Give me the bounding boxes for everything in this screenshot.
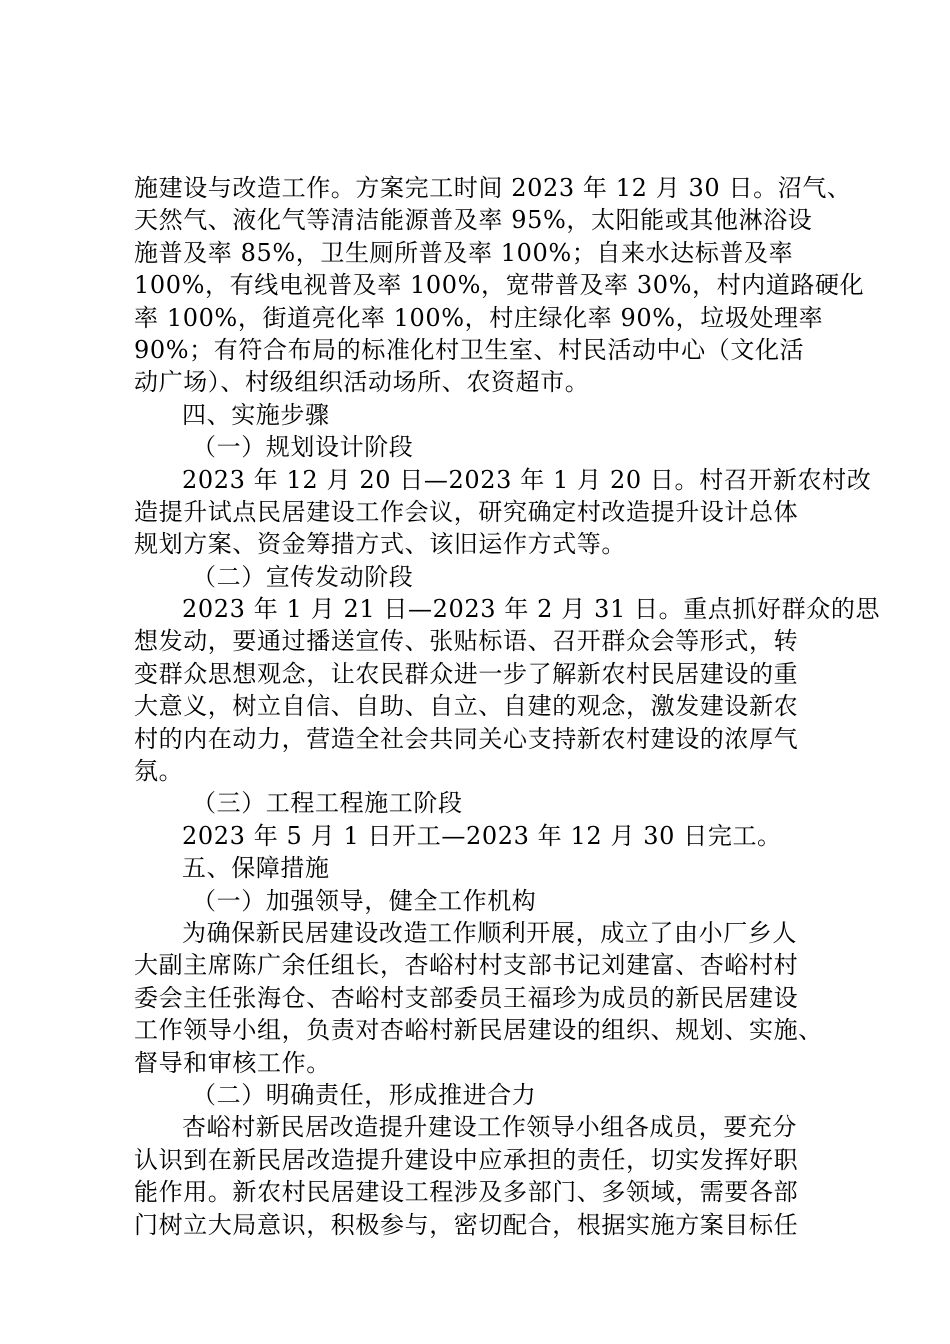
document-body — [134, 172, 881, 1241]
text-line: 委会主任张海仓、杏峪村支部委员王福珍为成员的新民居建设 — [134, 983, 799, 1012]
subsection-heading: （二）宣传发动阶段 — [192, 562, 414, 591]
text-line: 大意义，树立自信、自助、自立、自建的观念，激发建设新农 — [134, 692, 799, 721]
section-heading: 四、实施步骤 — [182, 400, 330, 429]
text-line: 动广场）、村级组织活动场所、农资超市。 — [134, 368, 590, 397]
text-line: 率 100%，街道亮化率 100%，村庄绿化率 90%，垃圾处理率 — [134, 303, 824, 332]
text-line: 督导和审核工作。 — [134, 1048, 331, 1077]
text-line: 门树立大局意识，积极参与，密切配合，根据实施方案目标任 — [134, 1210, 799, 1239]
text-line: 变群众思想观念，让农民群众进一步了解新农村民居建设的重 — [134, 659, 799, 688]
text-line: 村的内在动力，营造全社会共同关心支持新农村建设的浓厚气 — [134, 724, 799, 753]
text-line: 施普及率 85%，卫生厕所普及率 100%；自来水达标普及率 — [134, 238, 794, 267]
text-line: 100%，有线电视普及率 100%，宽带普及率 30%，村内道路硬化 — [134, 271, 865, 300]
paragraph-start: 为确保新民居建设改造工作顺利开展，成立了由小厂乡人 — [182, 918, 797, 947]
text-line: 施建设与改造工作。方案完工时间 2023 年 12 月 30 日。沼气、 — [134, 174, 852, 202]
text-line: 90%；有符合布局的标准化村卫生室、村民活动中心（文化活 — [134, 335, 805, 364]
text-line: 想发动，要通过播送宣传、张贴标语、召开群众会等形式，转 — [134, 627, 799, 656]
text-line: 能作用。新农村民居建设工程涉及多部门、多领域，需要各部 — [134, 1178, 799, 1207]
text-line: 大副主席陈广余任组长，杏峪村村支部书记刘建富、杏峪村村 — [134, 951, 799, 980]
paragraph-start: 2023 年 5 月 1 日开工—2023 年 12 月 30 日完工。 — [182, 821, 782, 850]
text-line: 认识到在新民居改造提升建设中应承担的责任，切实发挥好职 — [134, 1145, 799, 1174]
subsection-heading: （三）工程工程施工阶段 — [192, 789, 463, 818]
subsection-heading: （一）规划设计阶段 — [192, 433, 414, 462]
paragraph-start: 2023 年 1 月 21 日—2023 年 2 月 31 日。重点抓好群众的思 — [182, 595, 881, 624]
subsection-heading: （二）明确责任，形成推进合力 — [192, 1080, 537, 1109]
text-line: 规划方案、资金筹措方式、该旧运作方式等。 — [134, 530, 626, 559]
text-line: 天然气、液化气等清洁能源普及率 95%，太阳能或其他淋浴设 — [134, 206, 813, 235]
paragraph-start: 2023 年 12 月 20 日—2023 年 1 月 20 日。村召开新农村改 — [182, 465, 872, 494]
text-line: 造提升试点民居建设工作会议，研究确定村改造提升设计总体 — [134, 497, 799, 526]
text-line: 氛。 — [134, 757, 184, 786]
paragraph-start: 杏峪村新民居改造提升建设工作领导小组各成员，要充分 — [182, 1113, 797, 1142]
section-heading: 五、保障措施 — [182, 854, 330, 883]
text-line: 工作领导小组，负责对杏峪村新民居建设的组织、规划、实施、 — [134, 1016, 823, 1045]
subsection-heading: （一）加强领导，健全工作机构 — [192, 886, 537, 915]
